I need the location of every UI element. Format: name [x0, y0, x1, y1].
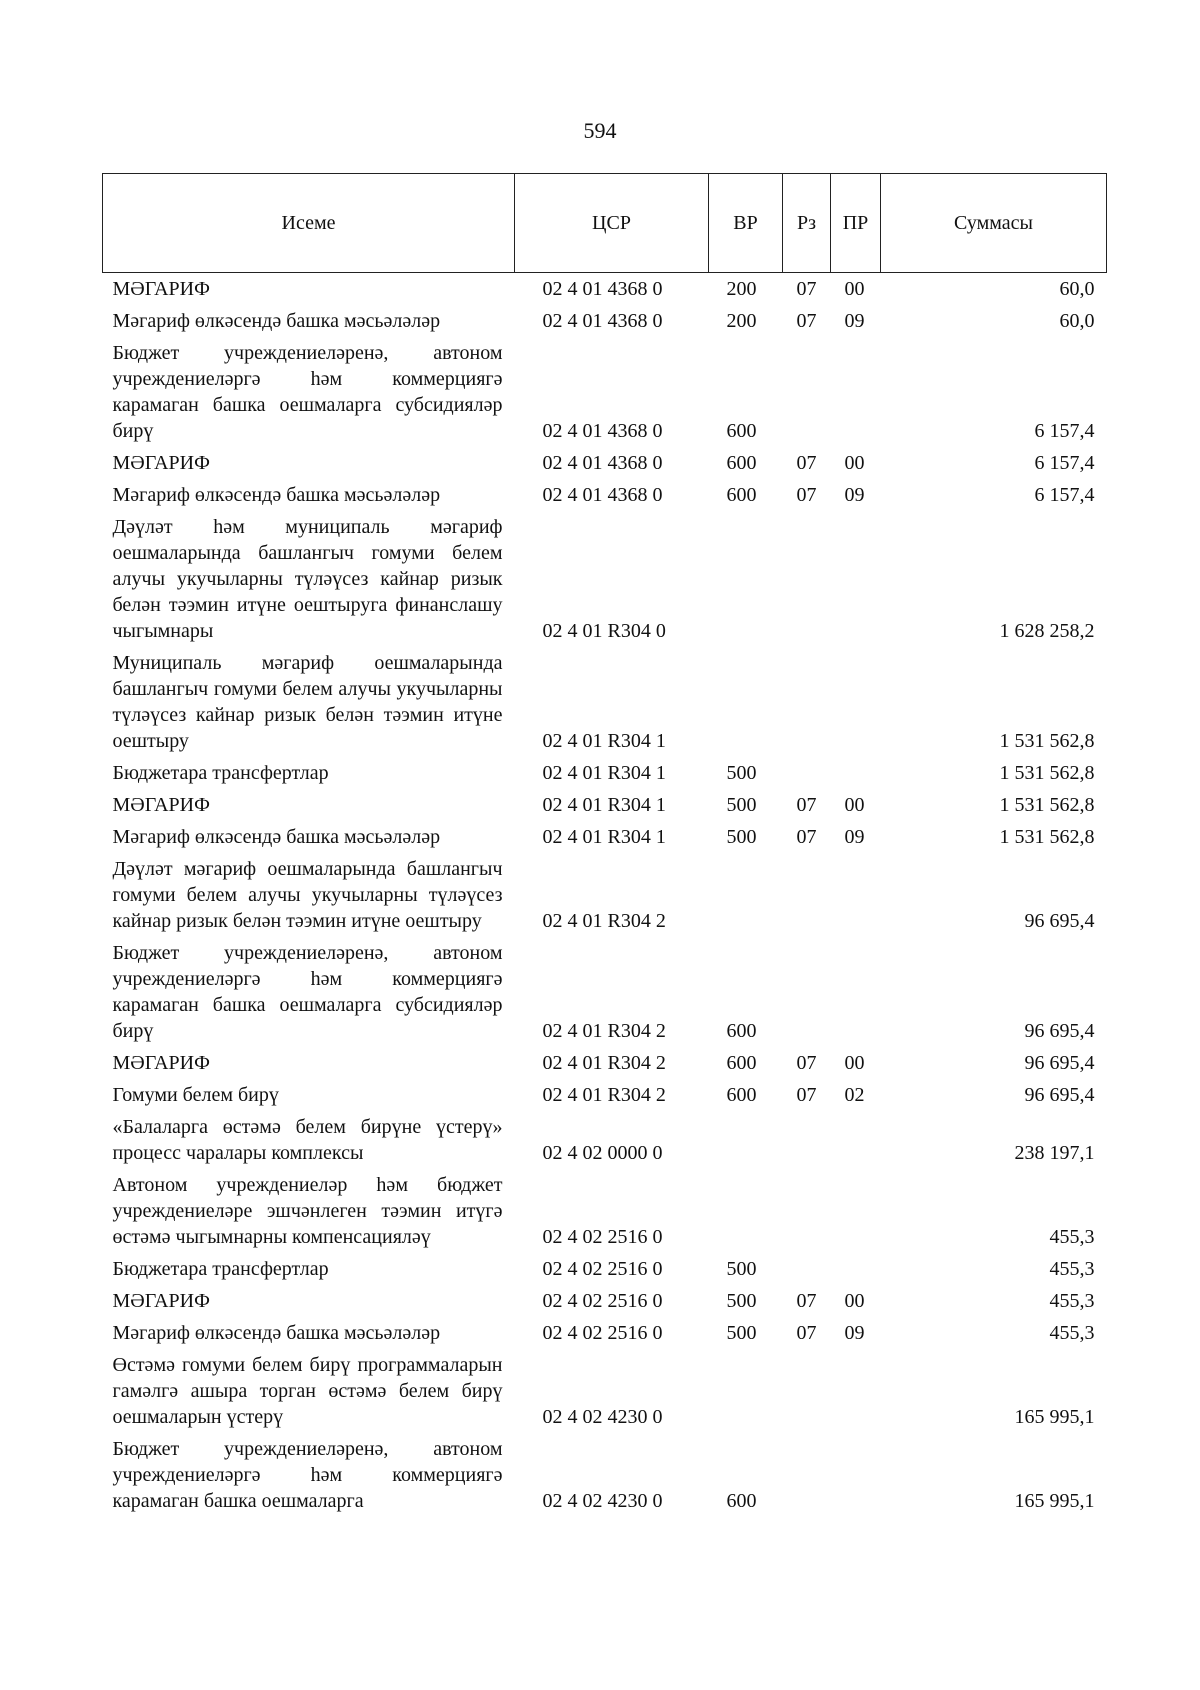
cell-vr — [709, 1169, 783, 1253]
table-row — [103, 1169, 1107, 1253]
table-row — [103, 1433, 1107, 1517]
cell-csr: 02 4 01 4368 0 — [542, 278, 663, 300]
cell-vr — [709, 1111, 783, 1169]
cell-pr — [831, 853, 881, 937]
cell-sum: 1 531 562,8 — [999, 794, 1095, 816]
cell-name: Дәүләт мәгариф оешмаларында башлангыч гомуми белем алучы укучыларны түләүсез кайнар ризык белән тәэмин итүне оештыру — [112, 858, 503, 932]
table-row — [103, 1349, 1107, 1433]
cell-name: МӘГАРИФ — [112, 794, 210, 816]
cell-csr: 02 4 02 2516 0 — [542, 1258, 663, 1280]
cell-pr: 09 — [844, 484, 865, 506]
cell-vr — [709, 511, 783, 647]
cell-vr — [709, 853, 783, 937]
cell-rz: 07 — [796, 278, 817, 300]
cell-sum: 165 995,1 — [1014, 1490, 1095, 1512]
cell-pr — [831, 1433, 881, 1517]
cell-sum: 238 197,1 — [1014, 1142, 1095, 1164]
cell-rz: 07 — [796, 1084, 817, 1106]
cell-sum: 165 995,1 — [1014, 1406, 1095, 1428]
cell-csr: 02 4 02 0000 0 — [542, 1142, 663, 1164]
table-row — [103, 647, 1107, 757]
cell-name: Өстәмә гомуми белем бирү программаларын гамәлгә ашыра торган өстәмә белем бирү оешмаларын үстерү — [112, 1354, 503, 1428]
cell-pr — [831, 1169, 881, 1253]
cell-pr: 09 — [844, 1322, 865, 1344]
cell-vr: 500 — [726, 1258, 757, 1280]
cell-rz: 07 — [796, 794, 817, 816]
cell-sum: 455,3 — [1049, 1226, 1095, 1248]
cell-rz — [783, 757, 831, 789]
cell-rz — [783, 1111, 831, 1169]
cell-rz — [783, 937, 831, 1047]
cell-csr: 02 4 01 R304 2 — [542, 1084, 666, 1106]
table-row — [103, 479, 1107, 511]
cell-sum: 60,0 — [1059, 278, 1095, 300]
cell-sum: 1 531 562,8 — [999, 826, 1095, 848]
cell-vr: 200 — [726, 278, 757, 300]
cell-rz: 07 — [796, 1322, 817, 1344]
cell-pr — [831, 937, 881, 1047]
cell-sum: 96 695,4 — [1024, 910, 1095, 932]
cell-name: МӘГАРИФ — [112, 452, 210, 474]
cell-rz — [783, 511, 831, 647]
table-row — [103, 1253, 1107, 1285]
cell-csr: 02 4 01 4368 0 — [542, 484, 663, 506]
cell-rz: 07 — [796, 826, 817, 848]
table-row — [103, 511, 1107, 647]
cell-name: МӘГАРИФ — [112, 1052, 210, 1074]
cell-pr — [831, 1253, 881, 1285]
cell-vr: 200 — [726, 310, 757, 332]
cell-vr: 600 — [726, 1084, 757, 1106]
cell-rz — [783, 337, 831, 447]
cell-pr — [831, 511, 881, 647]
cell-vr: 600 — [726, 420, 757, 442]
cell-vr: 600 — [726, 1490, 757, 1512]
cell-pr: 00 — [844, 1290, 865, 1312]
cell-csr: 02 4 02 4230 0 — [542, 1406, 663, 1428]
cell-pr: 02 — [844, 1084, 865, 1106]
cell-pr: 09 — [844, 826, 865, 848]
cell-name: Бюджет учреждениеләренә, автоном учреждениеләргә һәм коммерциягә карамаган башка оешмаларга — [112, 1438, 503, 1512]
cell-pr — [831, 1111, 881, 1169]
cell-pr: 00 — [844, 452, 865, 474]
header-vr: ВР — [709, 174, 783, 273]
table-row — [103, 853, 1107, 937]
cell-rz: 07 — [796, 484, 817, 506]
cell-rz: 07 — [796, 310, 817, 332]
header-name: Исеме — [103, 174, 515, 273]
cell-vr: 600 — [726, 1052, 757, 1074]
cell-name: Бюджет учреждениеләренә, автоном учреждениеләргә һәм коммерциягә карамаган башка оешмаларга субсидияләр бирү — [112, 942, 503, 1042]
cell-vr: 500 — [726, 826, 757, 848]
cell-vr: 600 — [726, 1020, 757, 1042]
table-row — [103, 1285, 1107, 1317]
cell-pr — [831, 1349, 881, 1433]
cell-sum: 1 628 258,2 — [999, 620, 1095, 642]
cell-name: Мәгариф өлкәсендә башка мәсьәләләр — [112, 1322, 441, 1344]
cell-sum: 60,0 — [1059, 310, 1095, 332]
table-row — [103, 1079, 1107, 1111]
cell-pr: 00 — [844, 794, 865, 816]
cell-rz: 07 — [796, 1290, 817, 1312]
cell-sum: 6 157,4 — [1034, 420, 1095, 442]
cell-name: МӘГАРИФ — [112, 278, 210, 300]
cell-name: Мәгариф өлкәсендә башка мәсьәләләр — [112, 826, 441, 848]
cell-pr — [831, 647, 881, 757]
cell-pr — [831, 757, 881, 789]
cell-csr: 02 4 01 R304 2 — [542, 910, 666, 932]
cell-name: Бюджетара трансфертлар — [112, 762, 329, 784]
table-row — [103, 1111, 1107, 1169]
cell-sum: 6 157,4 — [1034, 452, 1095, 474]
table-row — [103, 789, 1107, 821]
cell-sum: 455,3 — [1049, 1322, 1095, 1344]
table-row — [103, 305, 1107, 337]
cell-csr: 02 4 01 R304 1 — [542, 762, 666, 784]
cell-rz — [783, 1433, 831, 1517]
table-row — [103, 821, 1107, 853]
cell-sum: 96 695,4 — [1024, 1052, 1095, 1074]
cell-csr: 02 4 01 R304 2 — [542, 1052, 666, 1074]
cell-rz — [783, 853, 831, 937]
cell-pr — [831, 337, 881, 447]
table-row — [103, 937, 1107, 1047]
cell-name: «Балаларга өстәмә белем бирүне үстерү» процесс чаралары комплексы — [112, 1116, 503, 1164]
cell-sum: 96 695,4 — [1024, 1084, 1095, 1106]
cell-rz — [783, 647, 831, 757]
cell-csr: 02 4 01 R304 0 — [542, 620, 666, 642]
cell-rz — [783, 1253, 831, 1285]
cell-csr: 02 4 01 R304 1 — [542, 826, 666, 848]
header-pr: ПР — [831, 174, 881, 273]
cell-name: Бюджетара трансфертлар — [112, 1258, 329, 1280]
cell-name: Гомуми белем бирү — [112, 1084, 279, 1106]
cell-name: Мәгариф өлкәсендә башка мәсьәләләр — [112, 310, 441, 332]
cell-sum: 455,3 — [1049, 1258, 1095, 1280]
header-sum: Суммасы — [881, 174, 1107, 273]
table-row — [103, 1047, 1107, 1079]
header-csr: ЦСР — [515, 174, 709, 273]
cell-rz — [783, 1349, 831, 1433]
cell-pr: 00 — [844, 1052, 865, 1074]
cell-rz: 07 — [796, 1052, 817, 1074]
cell-csr: 02 4 02 2516 0 — [542, 1322, 663, 1344]
cell-pr: 00 — [844, 278, 865, 300]
cell-rz: 07 — [796, 452, 817, 474]
cell-vr: 500 — [726, 762, 757, 784]
cell-csr: 02 4 01 R304 1 — [542, 794, 666, 816]
cell-csr: 02 4 01 R304 2 — [542, 1020, 666, 1042]
page-number: 594 — [583, 118, 617, 143]
cell-vr: 600 — [726, 484, 757, 506]
cell-sum: 96 695,4 — [1024, 1020, 1095, 1042]
cell-csr: 02 4 01 R304 1 — [542, 730, 666, 752]
table-row — [103, 757, 1107, 789]
cell-name: Бюджет учреждениеләренә, автоном учреждениеләргә һәм коммерциягә карамаган башка оешмаларга субсидияләр бирү — [112, 342, 503, 442]
cell-csr: 02 4 01 4368 0 — [542, 452, 663, 474]
cell-vr: 500 — [726, 794, 757, 816]
table-row — [103, 1317, 1107, 1349]
cell-vr: 500 — [726, 1322, 757, 1344]
cell-name: Автоном учреждениеләр һәм бюджет учреждениеләре эшчәнлеген тәэмин итүгә өстәмә чыгымнарны компенсацияләү — [112, 1174, 503, 1248]
cell-sum: 6 157,4 — [1034, 484, 1095, 506]
cell-sum: 1 531 562,8 — [999, 762, 1095, 784]
cell-sum: 1 531 562,8 — [999, 730, 1095, 752]
cell-pr: 09 — [844, 310, 865, 332]
budget-table — [102, 173, 1107, 1517]
header-rz: Рз — [783, 174, 831, 273]
table-row — [103, 447, 1107, 479]
cell-vr: 600 — [726, 452, 757, 474]
table-row — [103, 337, 1107, 447]
cell-sum: 455,3 — [1049, 1290, 1095, 1312]
cell-csr: 02 4 02 4230 0 — [542, 1490, 663, 1512]
cell-vr: 500 — [726, 1290, 757, 1312]
cell-vr — [709, 647, 783, 757]
cell-csr: 02 4 02 2516 0 — [542, 1290, 663, 1312]
cell-name: МӘГАРИФ — [112, 1290, 210, 1312]
cell-csr: 02 4 01 4368 0 — [542, 310, 663, 332]
cell-csr: 02 4 01 4368 0 — [542, 420, 663, 442]
cell-csr: 02 4 02 2516 0 — [542, 1226, 663, 1248]
cell-name: Мәгариф өлкәсендә башка мәсьәләләр — [112, 484, 441, 506]
cell-name: Муниципаль мәгариф оешмаларында башлангыч гомуми белем алучы укучыларны түләүсез кайнар ризык белән тәэмин итүне оештыру — [112, 652, 503, 752]
table-row — [103, 273, 1107, 306]
cell-rz — [783, 1169, 831, 1253]
cell-vr — [709, 1349, 783, 1433]
cell-name: Дәүләт һәм муниципаль мәгариф оешмаларында башлангыч гомуми белем алучы укучыларны түләүсез кайнар ризык белән тәэмин итүне оештыруга финанслашу чыгымнары — [112, 516, 503, 642]
table-header-row — [103, 174, 1107, 273]
